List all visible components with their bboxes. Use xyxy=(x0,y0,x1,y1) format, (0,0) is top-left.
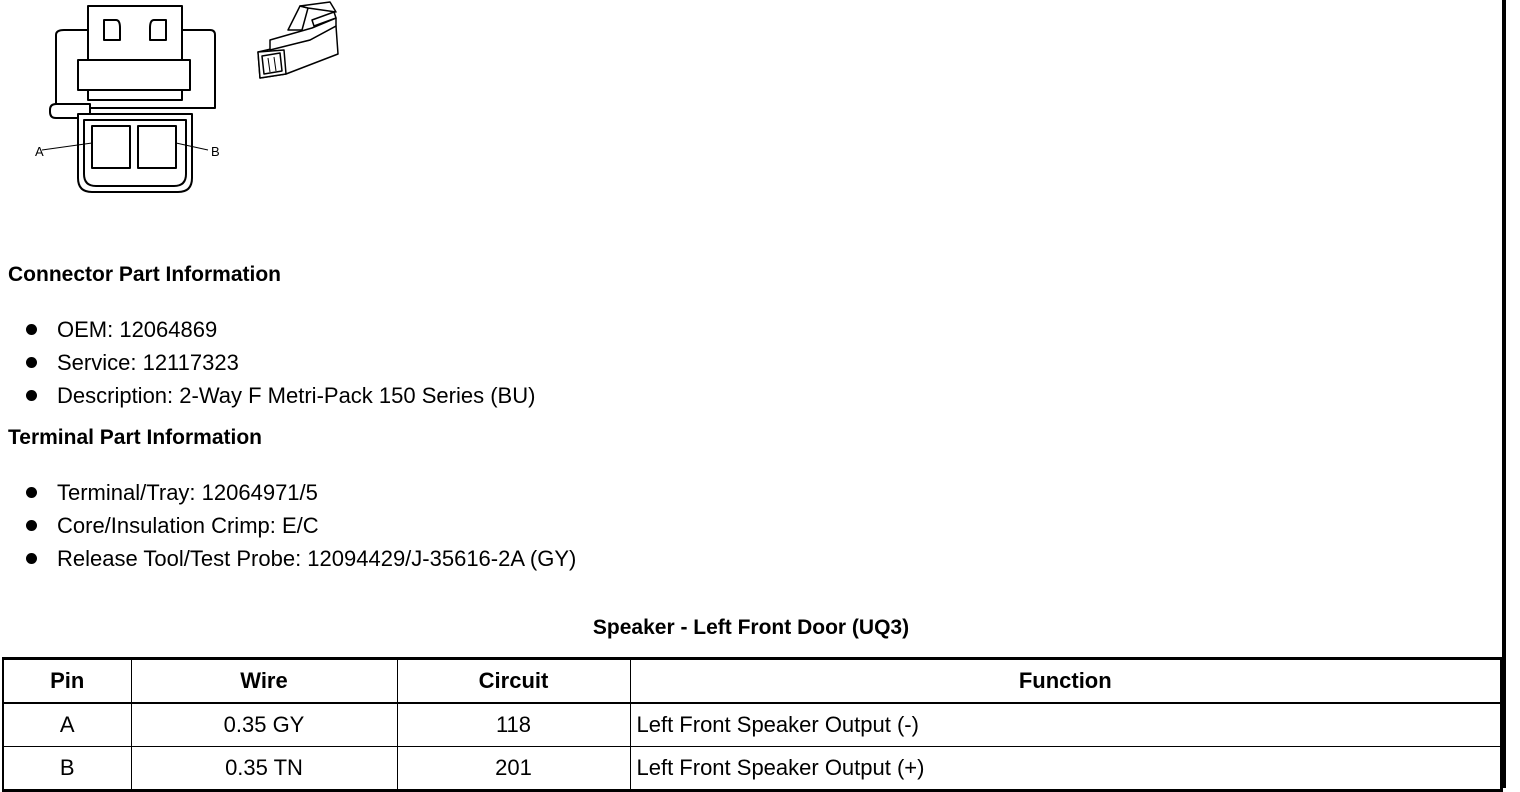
pin-table-title: Speaker - Left Front Door (UQ3) xyxy=(592,616,910,639)
wire-cell: 0.35 GY xyxy=(131,703,397,747)
bullet-icon xyxy=(26,520,37,531)
column-header-function: Function xyxy=(630,659,1502,704)
circuit-cell: 118 xyxy=(397,703,630,747)
pin-table xyxy=(2,657,1503,792)
table-row xyxy=(3,703,1502,747)
pin-a-label: A xyxy=(35,144,44,159)
list-item xyxy=(26,379,535,412)
connector-info-heading: Connector Part Information xyxy=(8,263,282,286)
function-cell: Left Front Speaker Output (-) xyxy=(630,703,1502,747)
bullet-icon xyxy=(26,553,37,564)
table-row xyxy=(3,747,1502,791)
bullet-icon xyxy=(26,357,37,368)
bullet-icon xyxy=(26,324,37,335)
function-cell: Left Front Speaker Output (+) xyxy=(630,747,1502,791)
bullet-icon xyxy=(26,487,37,498)
connector-info-list xyxy=(26,313,535,412)
terminal-info-heading: Terminal Part Information xyxy=(8,426,262,449)
connector-face-view xyxy=(30,0,230,200)
list-item xyxy=(26,509,576,542)
bullet-icon xyxy=(26,390,37,401)
pin-b-label: B xyxy=(211,144,220,159)
list-item xyxy=(26,346,535,379)
circuit-cell: 201 xyxy=(397,747,630,791)
pin-cell: B xyxy=(3,747,131,791)
pin-cell: A xyxy=(3,703,131,747)
release-tool-test-probe: Release Tool/Test Probe: 12094429/J-35616-2A (GY) xyxy=(57,546,577,571)
column-header-circuit: Circuit xyxy=(397,659,630,704)
oem-part-number: OEM: 12064869 xyxy=(57,317,218,342)
core-insulation-crimp: Core/Insulation Crimp: E/C xyxy=(57,513,319,538)
list-item xyxy=(26,476,576,509)
connector-description: Description: 2-Way F Metri-Pack 150 Series (BU) xyxy=(57,383,536,408)
wire-cell: 0.35 TN xyxy=(131,747,397,791)
column-header-wire: Wire xyxy=(131,659,397,704)
column-header-pin: Pin xyxy=(3,659,131,704)
list-item xyxy=(26,542,576,575)
terminal-info-list xyxy=(26,476,576,575)
connector-isometric-view xyxy=(250,0,350,85)
terminal-tray: Terminal/Tray: 12064971/5 xyxy=(57,480,318,505)
list-item xyxy=(26,313,535,346)
service-part-number: Service: 12117323 xyxy=(57,350,239,375)
table-header-row xyxy=(3,659,1502,704)
